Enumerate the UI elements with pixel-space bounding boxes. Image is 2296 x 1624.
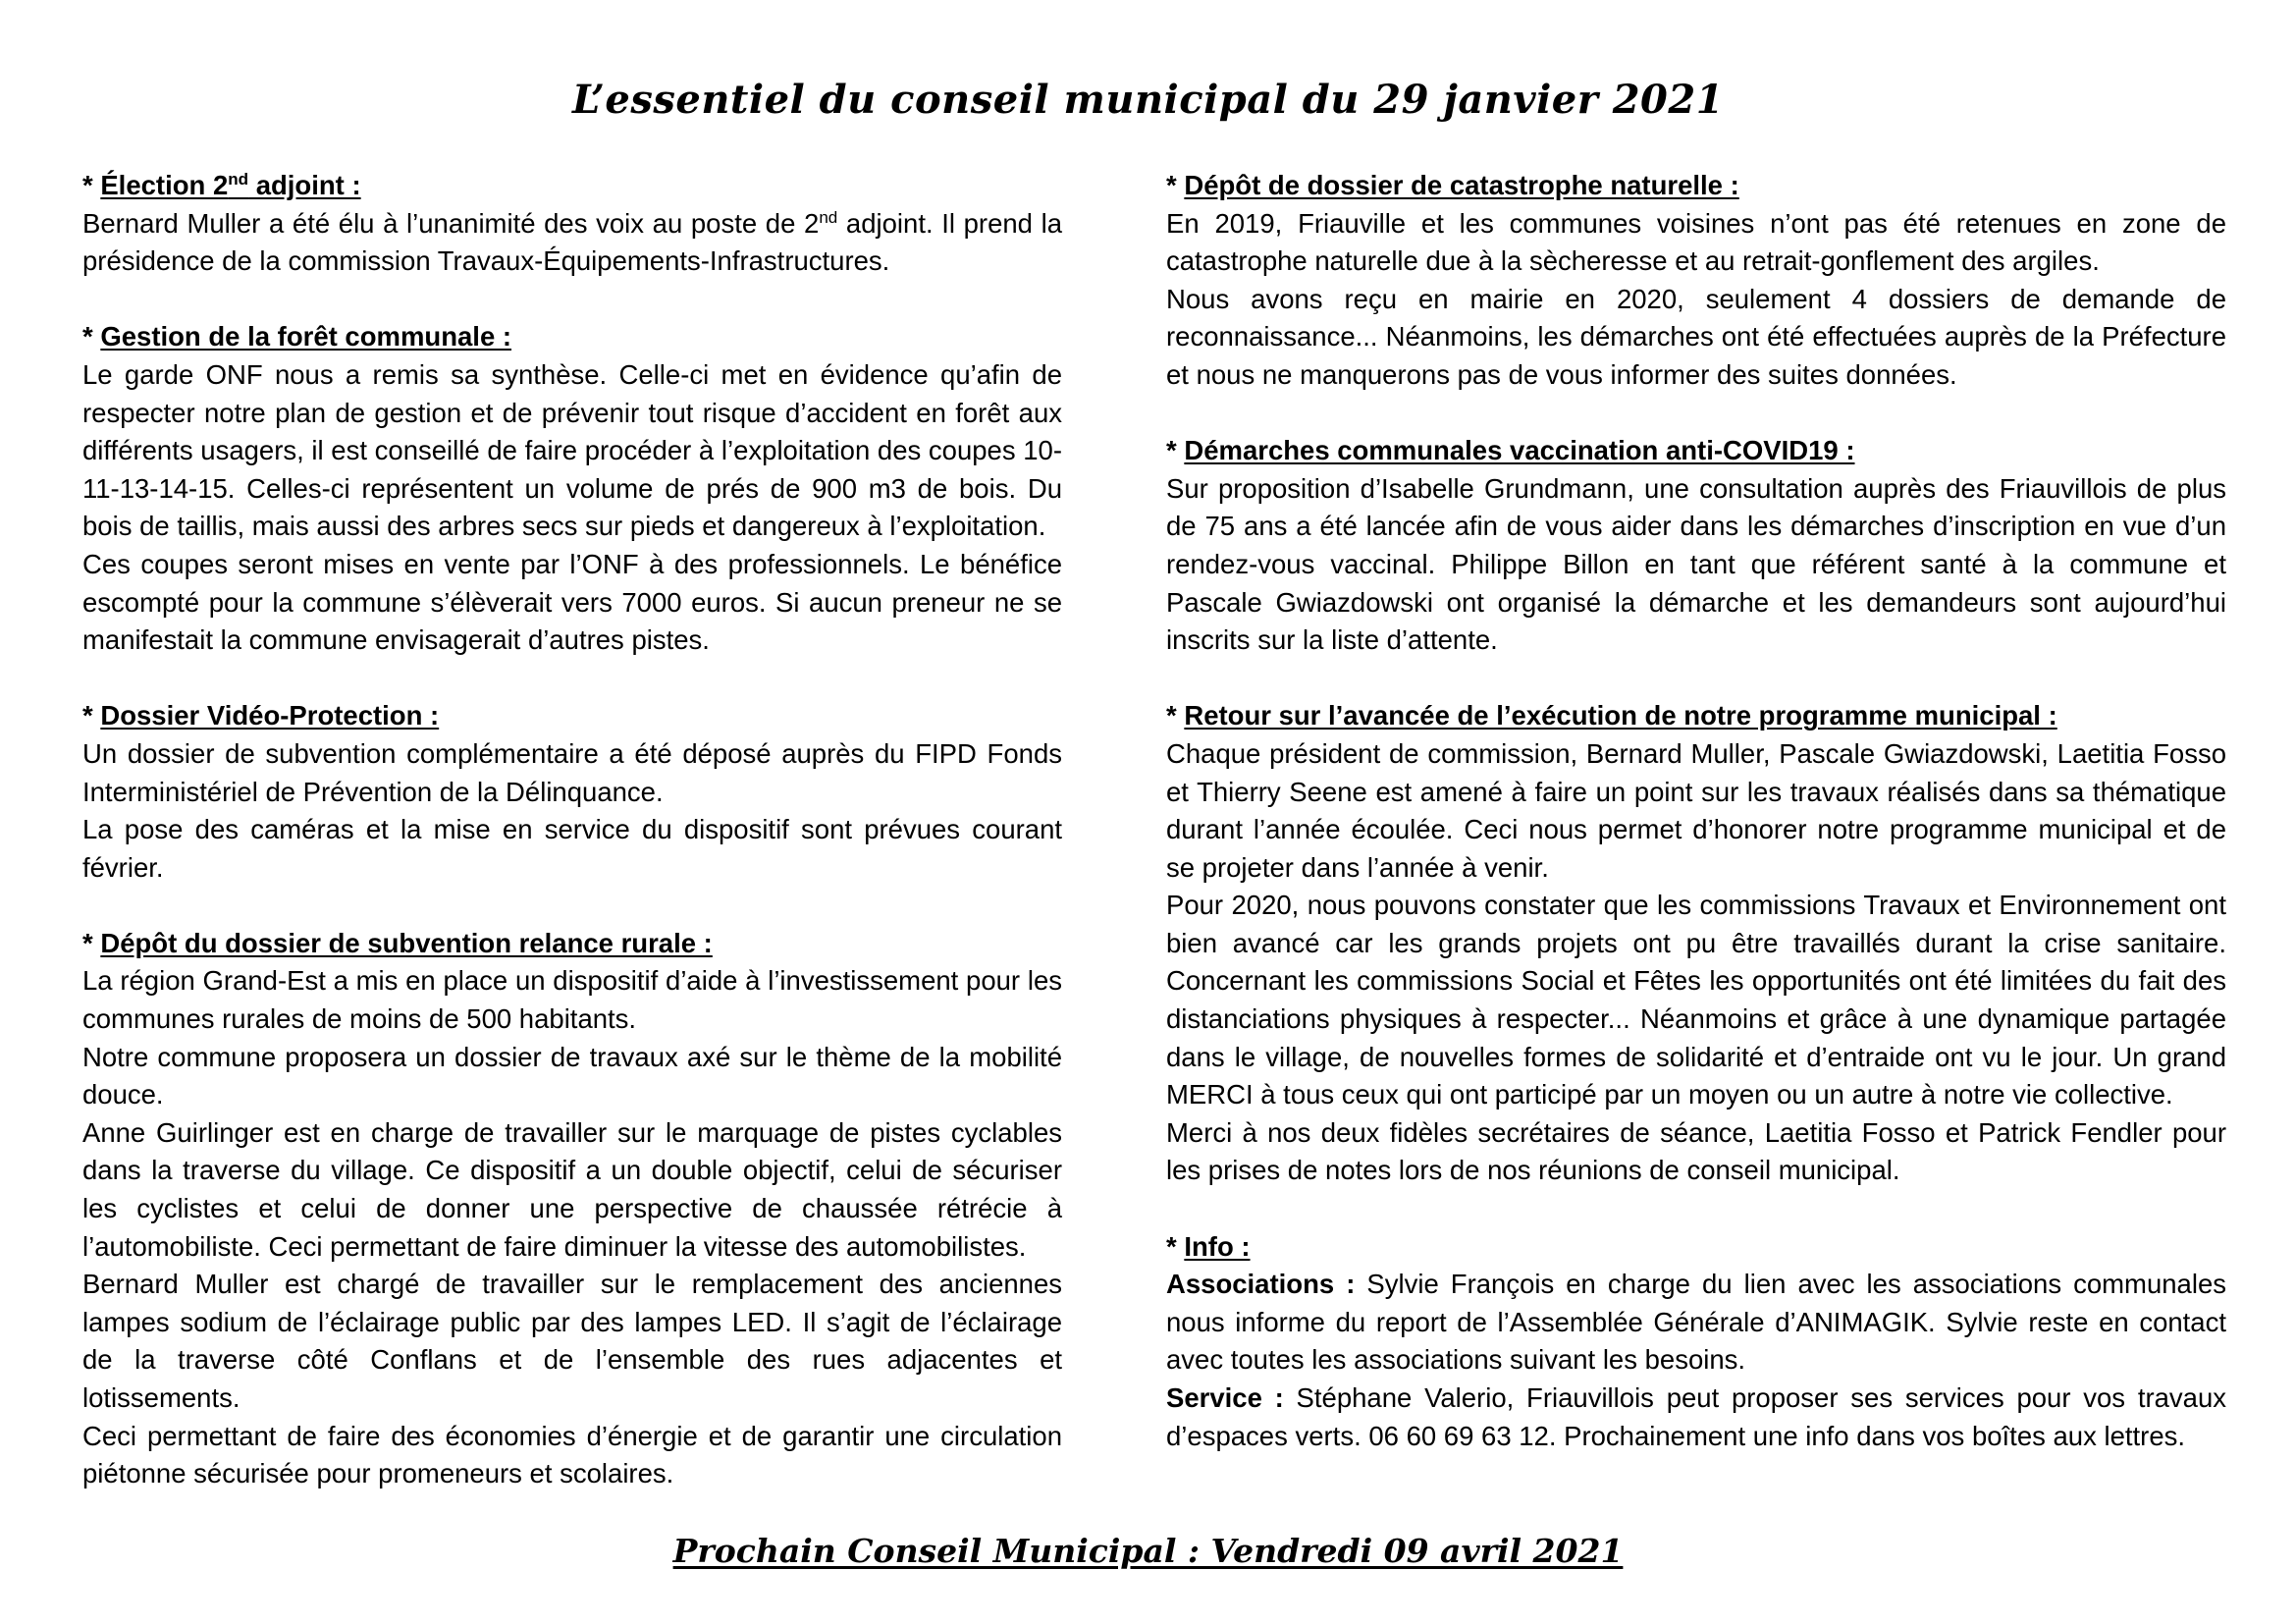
paragraph: Notre commune proposera un dossier de travaux axé sur le thème de la mobilité douce. <box>82 1041 1062 1110</box>
right-column <box>1166 167 2226 1493</box>
section-heading: * Dossier Vidéo-Protection : <box>82 700 440 731</box>
section-heading: * Info : <box>1166 1230 1251 1262</box>
paragraph: Ceci permettant de faire des économies d’énergie et de garantir une circulation piétonne sécurisée pour promeneurs et scolaires. <box>82 1420 1062 1489</box>
paragraph: Bernard Muller a été élu à l’unanimité des voix au poste de 2nd adjoint. Il prend la présidence de la commission Travaux-Équipements-Infrastructures. <box>82 207 1062 277</box>
paragraph: Ces coupes seront mises en vente par l’ONF à des professionnels. Le bénéfice escompté pour la commune s’élèverait vers 7000 euros. Si aucun preneur ne se manifestait la commune envisagerait d’autres pistes. <box>82 548 1062 656</box>
section-heading: * Élection 2nd adjoint : <box>82 169 361 200</box>
section-foret <box>82 318 1062 659</box>
section-video <box>82 697 1062 887</box>
paragraph: Le garde ONF nous a remis sa synthèse. Celle-ci met en évidence qu’afin de respecter notre plan de gestion et de prévenir tout risque d’accident en forêt aux différents usagers, il est conseillé de faire procéder à l’exploitation des coupes 10-11-13-14-15. Celles-ci représentent un volume de prés de 900 m3 de bois. Du bois de taillis, mais aussi des arbres secs sur pieds et dangereux à l’exploitation. <box>82 358 1062 542</box>
paragraph-service: Service : Stéphane Valerio, Friauvillois peut proposer ses services pour vos travaux d’espaces verts. 06 60 69 63 12. Prochainement une info dans vos boîtes aux lettres. <box>1166 1382 2226 1451</box>
section-heading: * Démarches communales vaccination anti-COVID19 : <box>1166 435 1855 466</box>
paragraph: Un dossier de subvention complémentaire a été déposé auprès du FIPD Fonds Interministériel de Prévention de la Délinquance. <box>82 737 1062 807</box>
paragraph: Pour 2020, nous pouvons constater que les commissions Travaux et Environnement ont bien avancé car les grands projets ont pu être travaillés durant la crise sanitaire. Concernant les commissions Social et Fêtes les opportunités ont été limitées du fait des distanciations physiques à respecter... Néanmoins et grâce à une dynamique partagée dans le village, de nouvelles formes de solidarité et d’entraide ont vu le jour. Un grand MERCI à tous ceux qui ont participé par un moyen ou un autre à notre vie collective. <box>1166 890 2226 1110</box>
section-heading: * Gestion de la forêt communale : <box>82 321 512 352</box>
left-column <box>82 167 1062 1531</box>
paragraph: La région Grand-Est a mis en place un dispositif d’aide à l’investissement pour les communes rurales de moins de 500 habitants. <box>82 965 1062 1035</box>
section-covid <box>1166 432 2226 660</box>
section-heading: * Dépôt de dossier de catastrophe naturelle : <box>1166 170 1739 200</box>
section-catastrophe <box>1166 167 2226 395</box>
paragraph: Bernard Muller est chargé de travailler sur le remplacement des anciennes lampes sodium de l’éclairage public par des lampes LED. Il s’agit de l’éclairage de la traverse côté Conflans et de l’ensemble des rues adjacentes et lotissements. <box>82 1269 1062 1413</box>
next-council-footer: Prochain Conseil Municipal : Vendredi 09 avril 2021 <box>672 1532 1624 1570</box>
paragraph: En 2019, Friauville et les communes voisines n’ont pas été retenues en zone de catastrophe naturelle due à la sècheresse et au retrait-gonflement des argiles. <box>1166 207 2226 277</box>
section-election <box>82 167 1062 281</box>
paragraph: Sur proposition d’Isabelle Grundmann, une consultation auprès des Friauvillois de plus de 75 ans a été lancée afin de vous aider dans les démarches d’inscription en vue d’un rendez-vous vaccinal. Philippe Billon en tant que référent santé à la commune et Pascale Gwiazdowski ont organisé la démarche et les demandeurs sont aujourd’hui inscrits sur la liste d’attente. <box>1166 472 2226 656</box>
section-info <box>1166 1228 2226 1456</box>
paragraph: La pose des caméras et la mise en service du dispositif sont prévues courant février. <box>82 814 1062 883</box>
paragraph-associations: Associations : Sylvie François en charge du lien avec les associations communales nous informe du report de l’Assemblée Générale d’ANIMAGIK. Sylvie reste en contact avec toutes les associations suivant les besoins. <box>1166 1269 2226 1376</box>
paragraph: Nous avons reçu en mairie en 2020, seulement 4 dossiers de demande de reconnaissance... Néanmoins, les démarches ont été effectuées auprès de la Préfecture et nous ne manquerons pas de vous informer des suites données. <box>1166 283 2226 390</box>
paragraph: Chaque président de commission, Bernard Muller, Pascale Gwiazdowski, Laetitia Fosso et Thierry Seene est amené à faire un point sur les travaux réalisés dans sa thématique durant l’année écoulée. Ceci nous permet d’honorer notre programme municipal et de se projeter dans l’année à venir. <box>1166 737 2226 883</box>
paragraph: Anne Guirlinger est en charge de travailler sur le marquage de pistes cyclables dans la traverse du village. Ce dispositif a un double objectif, celui de sécuriser les cyclistes et celui de donner une perspective de chaussée rétrécie à l’automobiliste. Ceci permettant de faire diminuer la vitesse des automobilistes. <box>82 1116 1062 1262</box>
section-relance <box>82 925 1062 1493</box>
paragraph: Merci à nos deux fidèles secrétaires de séance, Laetitia Fosso et Patrick Fendler pour les prises de notes lors de nos réunions de conseil municipal. <box>1166 1116 2226 1186</box>
section-heading: * Retour sur l’avancée de l’exécution de notre programme municipal : <box>1166 700 2057 731</box>
section-heading: * Dépôt du dossier de subvention relance rurale : <box>82 927 713 958</box>
page-title: L’essentiel du conseil municipal du 29 janvier 2021 <box>571 77 1725 123</box>
section-programme <box>1166 697 2226 1190</box>
